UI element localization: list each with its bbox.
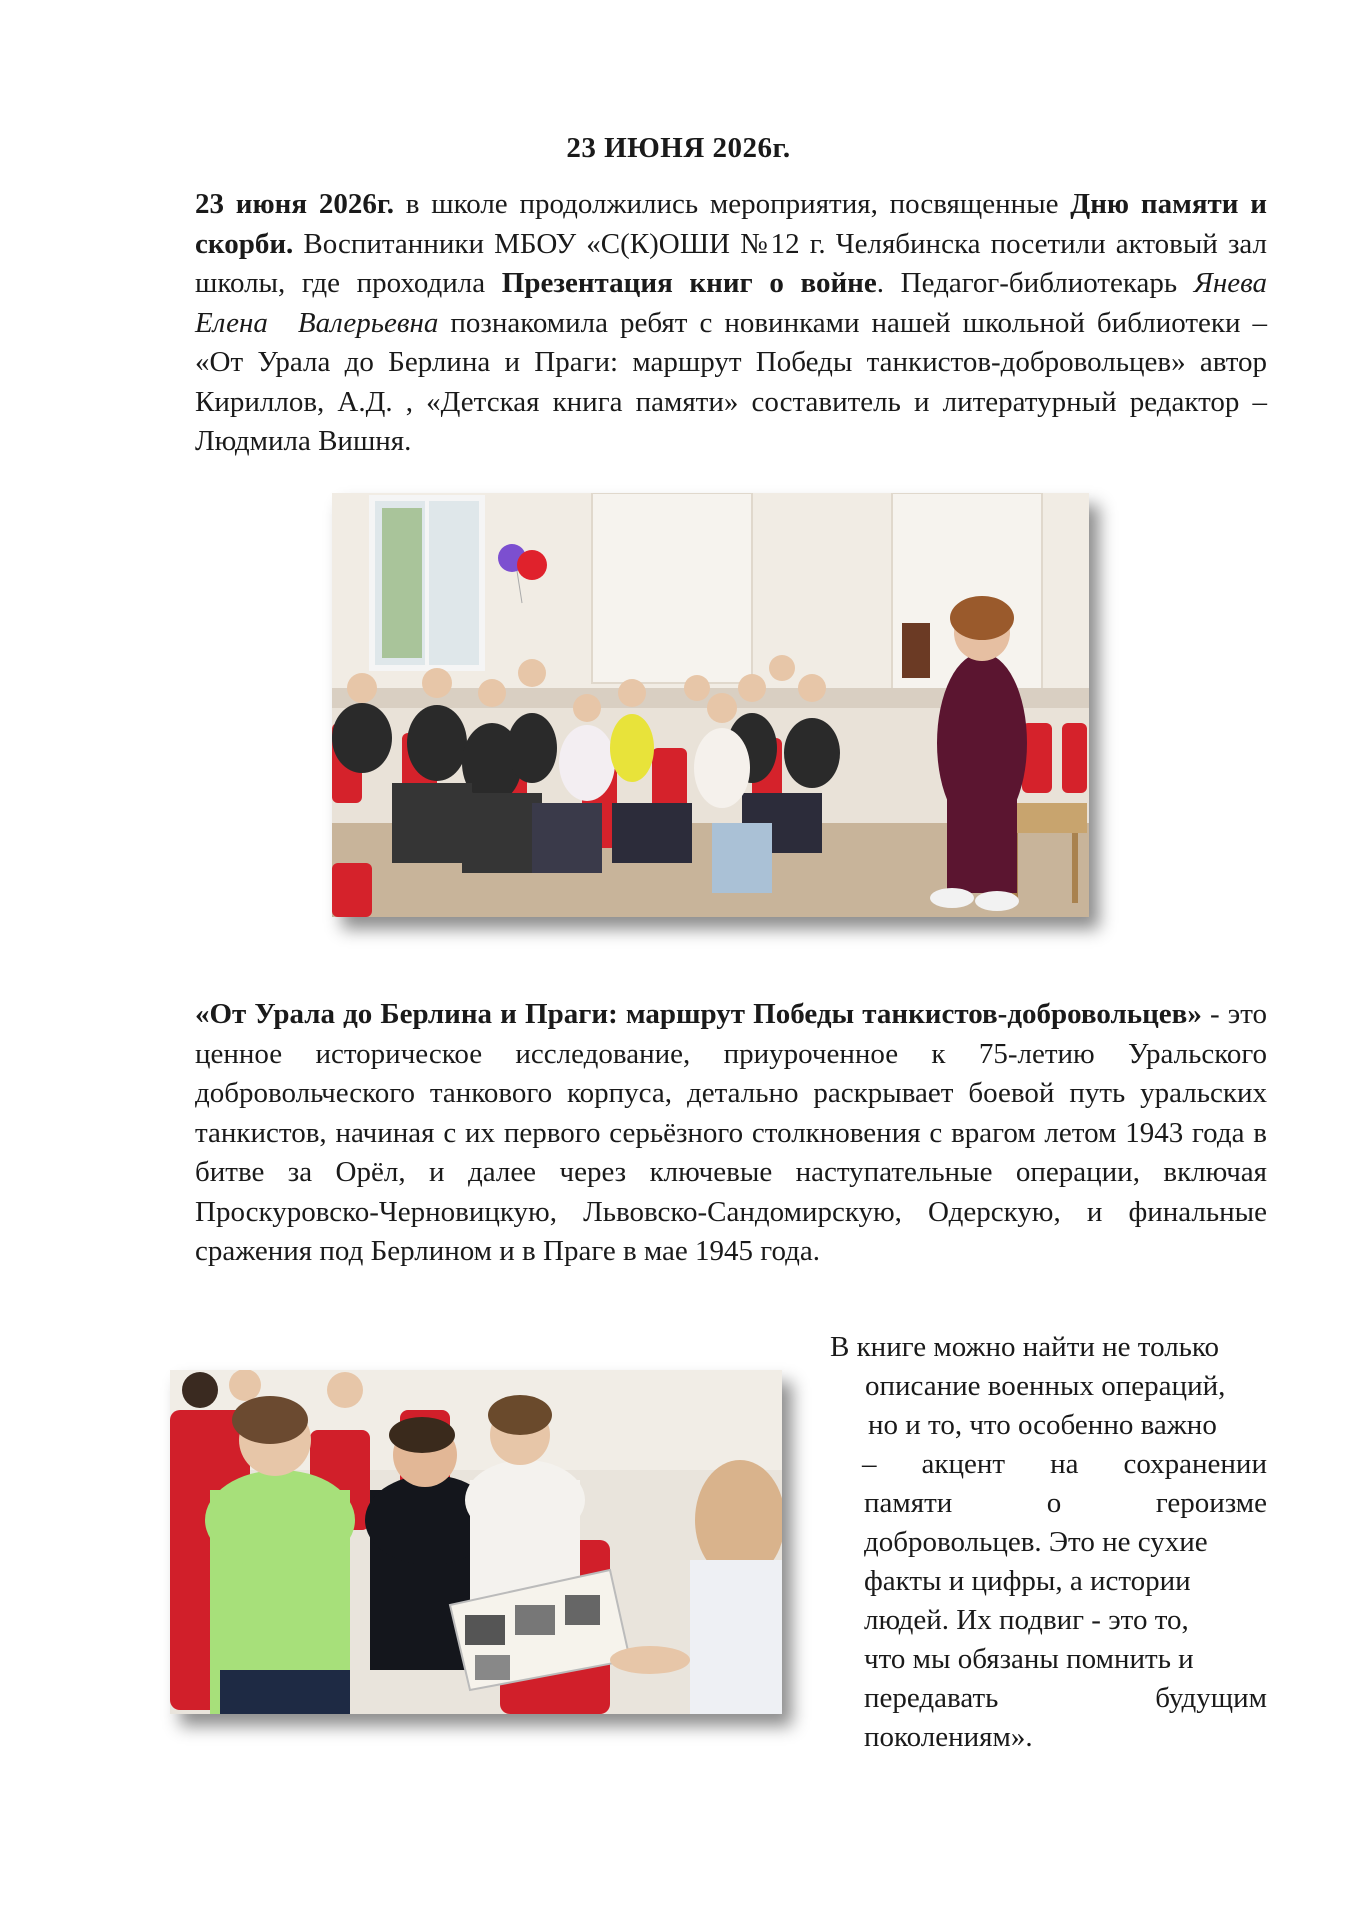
side-line-5-word-1: памяти xyxy=(864,1487,953,1519)
presentation-photo xyxy=(332,493,1089,917)
intro-text-1: в школе продолжились мероприятия, посвященные xyxy=(394,188,1071,220)
librarian-name: Янева Елена Валерьевна xyxy=(195,267,1267,339)
side-line-8: людей. Их подвиг - это то, xyxy=(864,1604,1189,1636)
side-line-5 xyxy=(830,1484,1267,1523)
page-title: 23 ИЮНЯ 2026г. xyxy=(566,132,791,164)
side-line-9: что мы обязаны помнить и xyxy=(864,1643,1194,1675)
side-line-11: поколениям». xyxy=(864,1721,1033,1753)
side-line-5-word-3: героизме xyxy=(1155,1487,1267,1519)
side-line-10-word-1: передавать xyxy=(864,1682,999,1714)
side-line-4 xyxy=(830,1445,1267,1484)
side-line-2: описание военных операций, xyxy=(865,1370,1226,1402)
side-line-4-word-3: на xyxy=(1050,1448,1079,1480)
side-line-7: факты и цифры, а истории xyxy=(864,1565,1191,1597)
book-description-text: - это ценное историческое исследование, приуроченное к 75-летию Уральского добровольческого танкового корпуса, детально раскрывает боевой путь уральских танкистов, начиная с их первого серьёзного столкновения с врагом летом 1943 года в битве за Орёл, и далее через ключевые наступательные операции, включая Проскуровско-Черновицкую, Львовско-Сандомирскую, Одерскую, и финальные сражения под Берлином и в Праге в мае 1945 года. xyxy=(195,998,1267,1267)
intro-text-2: Воспитанники МБОУ «С(К)ОШИ №12 г. Челябинска посетили актовый зал школы, где проходила xyxy=(195,227,1267,299)
side-line-3: но и то, что особенно важно xyxy=(868,1409,1217,1441)
reading-photo xyxy=(170,1370,782,1714)
event-name: Презентация книг о войне xyxy=(501,267,877,299)
side-line-10 xyxy=(830,1679,1267,1718)
event-date: 23 июня 2026г. xyxy=(195,188,394,220)
intro-paragraph xyxy=(195,185,1267,462)
side-line-4-word-4: сохранении xyxy=(1123,1448,1267,1480)
intro-text-3: . Педагог-библиотекарь xyxy=(876,267,1194,299)
side-line-1: В книге можно найти не только xyxy=(830,1331,1220,1363)
side-line-5-word-2: о xyxy=(1046,1487,1062,1519)
book-description-paragraph xyxy=(195,995,1267,1272)
side-text xyxy=(830,1328,1267,1757)
intro-text-4: познакомила ребят с новинками нашей школьной библиотеки – «От Урала до Берлина и Праги: маршрут Победы танкистов-добровольцев» автор Кириллов, А.Д. , «Детская книга памяти» составитель и литературный редактор – Людмила Вишня. xyxy=(195,306,1268,457)
book-title: «От Урала до Берлина и Праги: маршрут Победы танкистов-добровольцев» xyxy=(195,998,1202,1030)
memorial-day-name: Дню памяти и скорби. xyxy=(195,188,1267,260)
side-line-10-word-2: будущим xyxy=(1155,1682,1267,1714)
side-line-4-word-1: – xyxy=(862,1448,877,1480)
side-line-4-word-2: акцент xyxy=(921,1448,1006,1480)
side-line-6: добровольцев. Это не сухие xyxy=(864,1526,1208,1558)
